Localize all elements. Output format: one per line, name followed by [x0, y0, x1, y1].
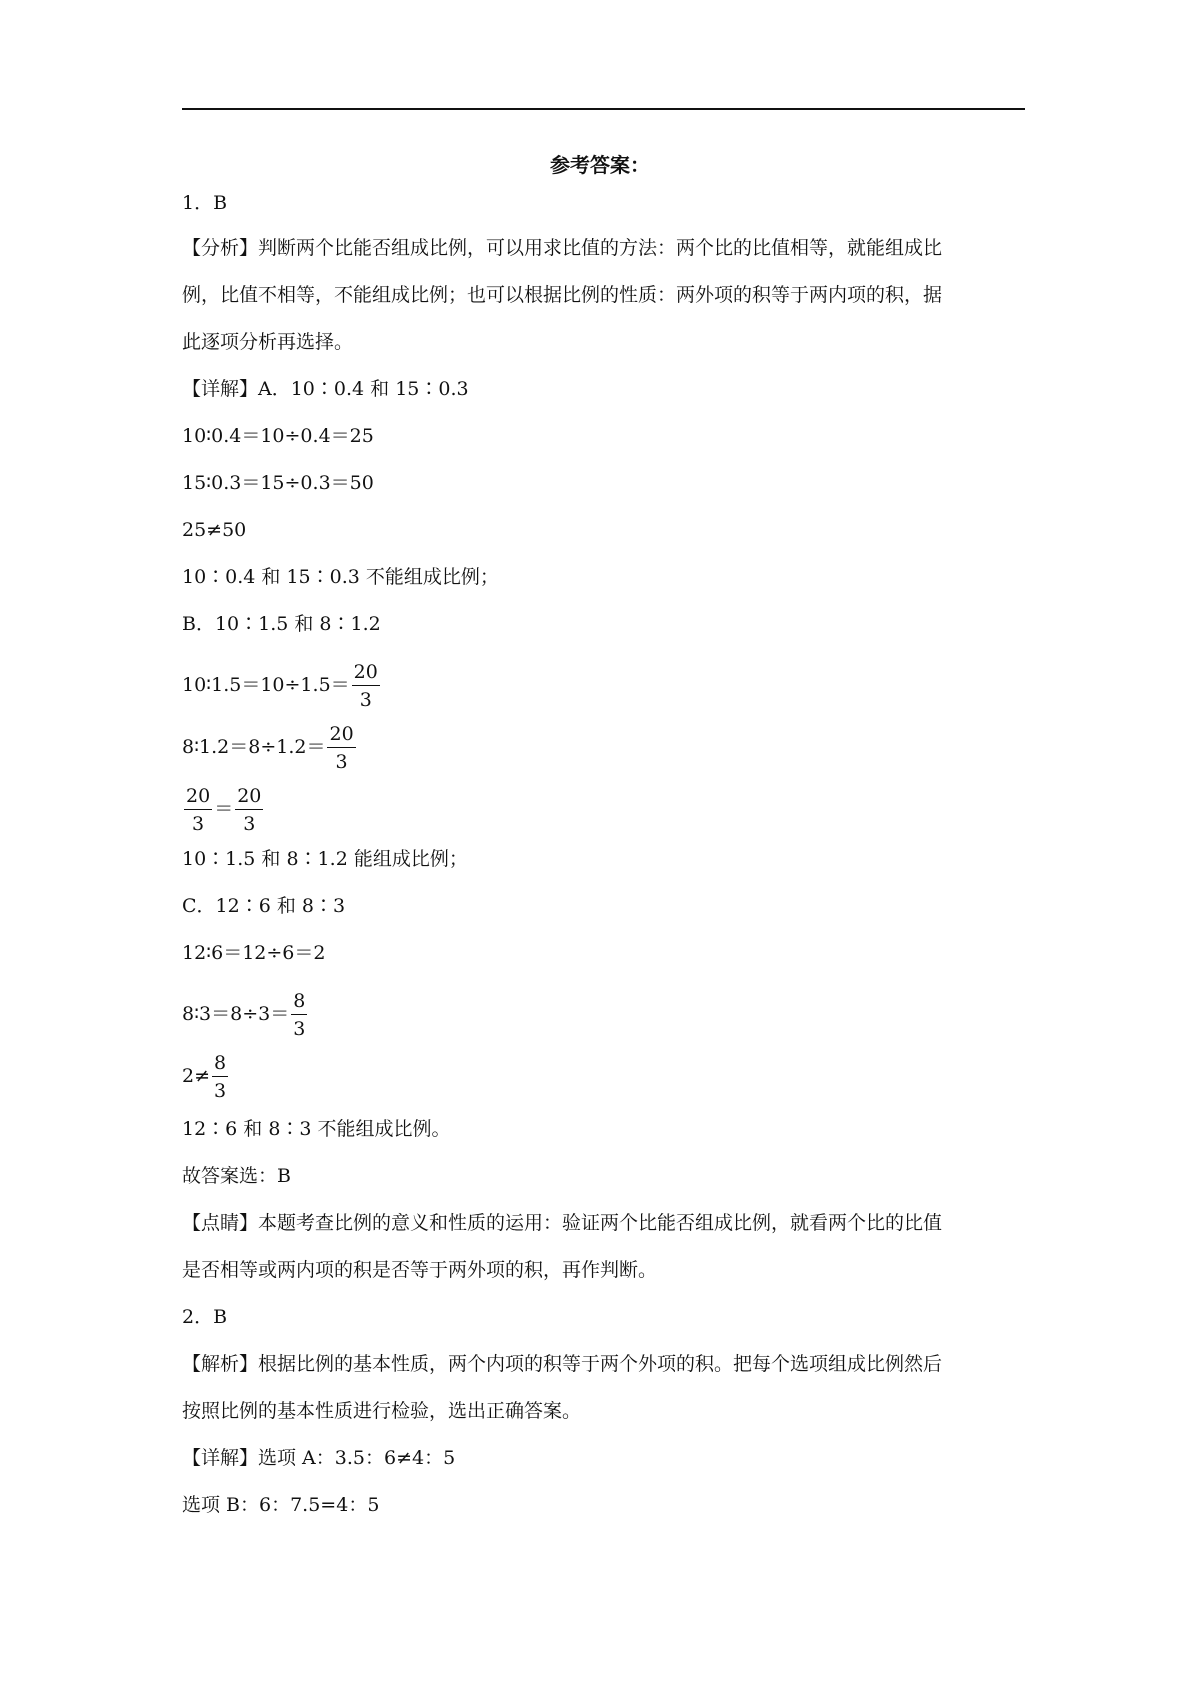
- text-line: [182, 517, 1022, 543]
- page-title: 参考答案：: [550, 153, 650, 177]
- text-segment: 【点睛】本题考查比例的意义和性质的运用：验证两个比能否组成比例，就看两个比的比值: [182, 1212, 943, 1234]
- fraction-denominator: 3: [359, 689, 372, 711]
- text-segment: 10∶0.4 和 15∶0.3 不能组成比例；: [182, 566, 499, 588]
- text-segment: 选项 B：6：7.5=4：5: [182, 1494, 380, 1516]
- text-line: [182, 282, 1022, 308]
- text-segment: ＝: [214, 798, 234, 820]
- text-segment: 12∶6 和 8∶3 不能组成比例。: [182, 1118, 451, 1140]
- fraction: [291, 989, 307, 1041]
- text-segment: 2．B: [182, 1306, 228, 1328]
- text-segment: 此逐项分析再选择。: [182, 331, 354, 353]
- text-segment: 按照比例的基本性质进行检验，选出正确答案。: [182, 1400, 582, 1422]
- text-line: [182, 423, 1022, 449]
- text-line: [182, 1492, 1022, 1518]
- fraction-denominator: 3: [335, 751, 348, 773]
- text-segment: C．12∶6 和 8∶3: [182, 895, 346, 917]
- fraction-denominator: 3: [192, 813, 205, 835]
- text-line: [182, 564, 1022, 590]
- text-segment: 【详解】A．10∶0.4 和 15∶0.3: [182, 378, 469, 400]
- fraction-numerator: 20: [235, 784, 263, 810]
- text-line: [182, 660, 1022, 712]
- text-line: [182, 470, 1022, 496]
- text-line: [182, 376, 1022, 402]
- text-line: [182, 784, 1022, 836]
- text-segment: 故答案选：B: [182, 1165, 291, 1187]
- fraction-numerator: 8: [212, 1051, 228, 1077]
- text-line: [182, 1163, 1022, 1189]
- text-line: [182, 1051, 1022, 1103]
- text-segment: 8∶3＝8÷3＝: [182, 1003, 290, 1025]
- text-segment: 8∶1.2＝8÷1.2＝: [182, 736, 326, 758]
- text-line: [182, 1398, 1022, 1424]
- text-line: [182, 1445, 1022, 1471]
- text-segment: 2≠: [182, 1065, 211, 1087]
- text-line: [182, 1304, 1022, 1330]
- text-line: [182, 190, 1022, 216]
- text-segment: 10∶1.5＝10÷1.5＝: [182, 674, 350, 696]
- text-segment: 25≠50: [182, 519, 247, 541]
- text-segment: 15∶0.3＝15÷0.3＝50: [182, 472, 374, 494]
- fraction-numerator: 8: [291, 989, 307, 1015]
- text-line: [182, 611, 1022, 637]
- text-line: [182, 940, 1022, 966]
- text-line: [182, 1257, 1022, 1283]
- fraction: [235, 784, 263, 836]
- text-segment: B．10∶1.5 和 8∶1.2: [182, 613, 381, 635]
- text-segment: 【详解】选项 A：3.5：6≠4：5: [182, 1447, 456, 1469]
- fraction: [327, 722, 355, 774]
- text-segment: 例，比值不相等，不能组成比例；也可以根据比例的性质：两外项的积等于两内项的积，据: [182, 284, 943, 306]
- text-segment: 是否相等或两内项的积是否等于两外项的积，再作判断。: [182, 1259, 658, 1281]
- text-segment: 【解析】根据比例的基本性质，两个内项的积等于两个外项的积。把每个选项组成比例然后: [182, 1353, 943, 1375]
- fraction: [212, 1051, 228, 1103]
- text-segment: 【分析】判断两个比能否组成比例，可以用求比值的方法：两个比的比值相等，就能组成比: [182, 237, 943, 259]
- text-line: [182, 989, 1022, 1041]
- fraction: [184, 784, 212, 836]
- fraction: [352, 660, 380, 712]
- fraction-denominator: 3: [293, 1018, 306, 1040]
- fraction-numerator: 20: [327, 722, 355, 748]
- text-line: [182, 722, 1022, 774]
- fraction-numerator: 20: [352, 660, 380, 686]
- text-line: [182, 1116, 1022, 1142]
- text-segment: 12∶6＝12÷6＝2: [182, 942, 326, 964]
- fraction-numerator: 20: [184, 784, 212, 810]
- text-line: [182, 1210, 1022, 1236]
- fraction-denominator: 3: [214, 1080, 227, 1102]
- text-segment: 1．B: [182, 192, 228, 214]
- text-line: [182, 846, 1022, 872]
- text-line: [182, 235, 1022, 261]
- text-segment: 10∶0.4＝10÷0.4＝25: [182, 425, 374, 447]
- fraction-denominator: 3: [243, 813, 256, 835]
- text-line: [182, 329, 1022, 355]
- text-segment: 10∶1.5 和 8∶1.2 能组成比例；: [182, 848, 468, 870]
- text-line: [182, 1351, 1022, 1377]
- header-rule: [182, 108, 1025, 110]
- text-line: [182, 893, 1022, 919]
